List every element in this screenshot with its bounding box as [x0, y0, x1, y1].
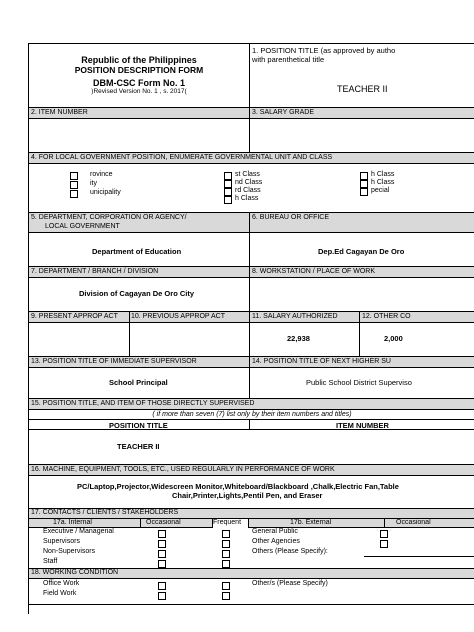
divider-7-8 [249, 266, 250, 311]
supervised-value: TEACHER II [117, 442, 160, 451]
lgu-6th-class: h Class [371, 179, 395, 186]
checkbox-2nd-class[interactable] [224, 180, 232, 188]
checkbox-executive-frequent[interactable] [222, 530, 230, 538]
header-republic: Republic of the Philippines [81, 55, 197, 65]
other-compensation-label: 12. OTHER CO [362, 313, 411, 320]
lgu-1st-class: st Class [235, 171, 260, 178]
checkbox-province[interactable] [70, 172, 78, 180]
header-revision: )Revised Version No. 1 , s. 2017( [91, 88, 187, 95]
internal-header: 17a. Internal [53, 519, 92, 526]
equipment-line-1: PC/Laptop,Projector,Widescreen Monitor,Whiteboard/Blackboard ,Chalk,Electric Fan,Table [77, 482, 399, 491]
divider-9-10 [129, 311, 130, 356]
directly-supervised-label: 15. POSITION TITLE, AND ITEM OF THOSE DIRECTLY SUPERVISED [31, 400, 255, 407]
checkbox-city[interactable] [70, 181, 78, 189]
frequent-header: Frequent [213, 519, 242, 526]
contact-general-public: General Public [252, 528, 298, 535]
divider-2-3 [249, 107, 250, 152]
checkbox-supervisors-occasional[interactable] [158, 540, 166, 548]
other-compensation-value: 2,000 [384, 334, 403, 343]
form-bottom-rule [29, 604, 474, 605]
department-label: 5. DEPARTMENT, CORPORATION OR AGENCY/ [31, 214, 187, 221]
supervised-col-divider [249, 419, 250, 429]
bureau-label: 6. BUREAU OR OFFICE [252, 214, 330, 221]
external-header: 17b. External [290, 519, 332, 526]
checkbox-executive-occasional[interactable] [158, 530, 166, 538]
col-item-number: ITEM NUMBER [336, 421, 389, 430]
lgu-city: ity [90, 180, 97, 187]
department-value: Department of Education [92, 247, 182, 256]
header-form-number: DBM-CSC Form No. 1 [93, 78, 185, 88]
checkbox-nonsup-occasional[interactable] [158, 550, 166, 558]
lgu-3rd-class: rd Class [235, 187, 261, 194]
checkbox-special[interactable] [360, 188, 368, 196]
contact-supervisors: Supervisors [43, 538, 80, 545]
condition-other: Other/s (Please Specify) [252, 580, 328, 587]
checkbox-office-work-occasional[interactable] [158, 582, 166, 590]
checkbox-staff-occasional[interactable] [158, 560, 166, 568]
checkbox-office-work-frequent[interactable] [222, 582, 230, 590]
divider-5-6 [249, 212, 250, 266]
checkbox-nonsup-frequent[interactable] [222, 550, 230, 558]
present-approp-label: 9. PRESENT APPROP ACT [31, 313, 118, 320]
lgu-4th-class: h Class [235, 195, 259, 202]
checkbox-3rd-class[interactable] [224, 188, 232, 196]
next-higher-supervisor-value: Public School District Superviso [306, 378, 412, 387]
col-position-title: POSITION TITLE [109, 421, 168, 430]
others-specify-line[interactable] [364, 556, 474, 557]
checkbox-supervisors-frequent[interactable] [222, 540, 230, 548]
contact-executive: Executive / Managerial [43, 528, 114, 535]
equipment-line-2: Chair,Printer,Lights,Pentil Pen, and Eraser [172, 491, 323, 500]
contact-staff: Staff [43, 558, 58, 565]
lgu-class-label: 4. FOR LOCAL GOVERNMENT POSITION, ENUMERATE GOVERNMENTAL UNIT AND CLASS [31, 154, 333, 161]
next-higher-supervisor-label: 14. POSITION TITLE OF NEXT HIGHER SU [252, 358, 391, 365]
lgu-municipality: unicipality [90, 189, 121, 196]
division-value: Division of Cagayan De Oro City [79, 289, 195, 298]
band-external-header [248, 519, 474, 528]
position-title-label: 1. POSITION TITLE (as approved by autho [252, 46, 396, 55]
contacts-divider-c [248, 519, 249, 528]
header-divider [249, 44, 250, 107]
working-condition-label: 18. WORKING CONDITION [31, 569, 119, 576]
division-label: 7. DEPARTMENT / BRANCH / DIVISION [31, 268, 159, 275]
position-description-form [28, 43, 474, 614]
contact-non-supervisors: Non-Supervisors [43, 548, 96, 555]
occasional-header: Occasional [146, 519, 181, 526]
position-title-value: TEACHER II [337, 84, 388, 94]
item-number-label: 2. ITEM NUMBER [31, 109, 88, 116]
position-title-sublabel: with parenthetical title [252, 55, 325, 64]
checkbox-staff-frequent[interactable] [222, 560, 230, 568]
lgu-5th-class: h Class [371, 171, 395, 178]
condition-office-work: Office Work [43, 580, 80, 587]
checkbox-municipality[interactable] [70, 190, 78, 198]
equipment-label: 16. MACHINE, EQUIPMENT, TOOLS, ETC., USED REGULARLY IN PERFORMANCE OF WORK [31, 466, 335, 473]
divider-11-12 [359, 311, 360, 356]
divider-10-11 [249, 311, 250, 356]
immediate-supervisor-label: 13. POSITION TITLE OF IMMEDIATE SUPERVISOR [31, 358, 197, 365]
department-sublabel: LOCAL GOVERNMENT [45, 223, 120, 230]
checkbox-field-work-occasional[interactable] [158, 592, 166, 600]
contact-others: Others (Please Specify): [252, 548, 328, 555]
checkbox-agencies-occasional[interactable] [380, 540, 388, 548]
immediate-supervisor-value: School Principal [109, 378, 168, 387]
checkbox-6th-class[interactable] [360, 180, 368, 188]
checkbox-4th-class[interactable] [224, 196, 232, 204]
checkbox-field-work-frequent[interactable] [222, 592, 230, 600]
contacts-divider-a [140, 519, 141, 528]
lgu-province: rovince [90, 171, 113, 178]
lgu-special: pecial [371, 187, 390, 194]
supervised-body-rule [29, 429, 474, 430]
checkbox-public-occasional[interactable] [380, 530, 388, 538]
contacts-divider-d [384, 519, 385, 528]
salary-authorized-label: 11. SALARY AUTHORIZED [252, 313, 338, 320]
contacts-label: 17. CONTACTS / CLIENTS / STAKEHOLDERS [31, 509, 179, 516]
occasional-header-2: Occasional [396, 519, 431, 526]
salary-grade-label: 3. SALARY GRADE [252, 109, 314, 116]
checkbox-1st-class[interactable] [224, 172, 232, 180]
condition-field-work: Field Work [43, 590, 77, 597]
lgu-2nd-class: nd Class [235, 179, 263, 186]
header-form-title: POSITION DESCRIPTION FORM [74, 65, 204, 75]
divider-13-14 [249, 356, 250, 398]
bureau-value: Dep.Ed Cagayan De Oro [318, 247, 405, 256]
contact-other-agencies: Other Agencies [252, 538, 300, 545]
salary-authorized-value: 22,938 [287, 334, 310, 343]
workstation-label: 8. WORKSTATION / PLACE OF WORK [252, 268, 376, 275]
checkbox-5th-class[interactable] [360, 172, 368, 180]
supervised-header-rule [29, 419, 474, 420]
directly-supervised-note: ( if more than seven (7) list only by their item numbers and titles) [152, 411, 352, 418]
previous-approp-label: 10. PREVIOUS APPROP ACT [131, 313, 226, 320]
